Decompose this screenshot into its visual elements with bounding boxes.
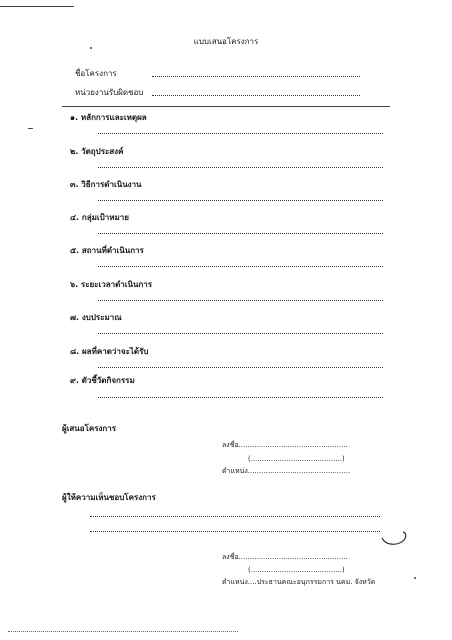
section-3-label: ๓. วิธีการดำเนินงาน <box>70 180 142 189</box>
section-7-label: ๗. งบประมาณ <box>70 313 122 322</box>
stray-mark <box>414 577 416 579</box>
section-5-label: ๕. สถานที่ดำเนินการ <box>70 246 144 255</box>
proposer-heading: ผู้เสนอโครงการ <box>62 424 117 433</box>
section-1-field[interactable] <box>98 133 383 134</box>
reviewer-sign-line[interactable]: ลงชื่อ................................................. <box>222 553 348 561</box>
scan-border-bottom <box>8 631 238 632</box>
section-8-field[interactable] <box>98 367 383 368</box>
section-1-label: ๑. หลักการและเหตุผล <box>70 113 147 122</box>
reviewer-name-line[interactable]: (.........................................) <box>248 566 345 574</box>
section-4-label: ๔. กลุ่มเป้าหมาย <box>70 213 129 222</box>
section-2-label: ๒. วัตถุประสงค์ <box>70 147 124 156</box>
section-5-field[interactable] <box>98 266 383 267</box>
reviewer-comment-line-2[interactable] <box>90 531 380 532</box>
project-name-field[interactable] <box>152 76 360 77</box>
section-2-field[interactable] <box>98 167 383 168</box>
stray-mark <box>90 47 92 49</box>
section-9-label: ๙. ตัวชี้วัดกิจกรรม <box>70 376 135 385</box>
handwritten-check-mark <box>380 530 410 548</box>
responsible-unit-field[interactable] <box>152 95 360 96</box>
header-divider <box>62 106 390 107</box>
section-7-field[interactable] <box>98 333 383 334</box>
reviewer-comment-line-1[interactable] <box>90 516 380 517</box>
reviewer-position-line[interactable]: ตำแหน่ง....ประธานคณะอนุกรรมการ นคม. จังหวัด <box>222 578 376 586</box>
proposer-position-line[interactable]: ตำแหน่ง.............................................. <box>222 467 351 475</box>
section-3-field[interactable] <box>98 200 383 201</box>
section-4-field[interactable] <box>98 233 383 234</box>
project-name-label: ชื่อโครงการ <box>75 69 117 78</box>
proposer-sign-line[interactable]: ลงชื่อ................................................. <box>222 441 348 449</box>
section-8-label: ๘. ผลที่คาดว่าจะได้รับ <box>70 347 149 356</box>
scan-border-top <box>0 6 74 7</box>
stray-mark <box>28 128 33 129</box>
section-9-field[interactable] <box>98 397 383 398</box>
reviewer-heading: ผู้ให้ความเห็นชอบโครงการ <box>62 493 156 502</box>
proposer-name-line[interactable]: (.........................................) <box>248 455 345 463</box>
section-6-field[interactable] <box>98 300 383 301</box>
section-6-label: ๖. ระยะเวลาดำเนินการ <box>70 280 153 289</box>
form-title: แบบเสนอโครงการ <box>193 37 259 46</box>
responsible-unit-label: หน่วยงานรับผิดชอบ <box>75 88 144 97</box>
